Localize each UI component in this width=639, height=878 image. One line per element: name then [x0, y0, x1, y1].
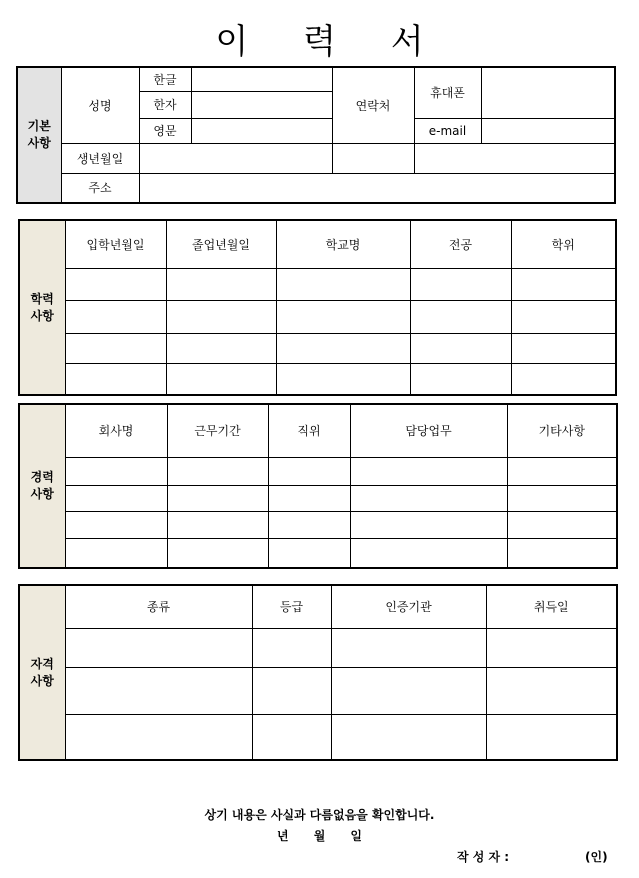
cell[interactable] — [511, 268, 616, 300]
cell[interactable] — [486, 714, 617, 760]
cell[interactable] — [350, 457, 507, 485]
seal-label: (인) — [585, 850, 608, 864]
email-field[interactable] — [481, 118, 615, 143]
cell[interactable] — [331, 714, 486, 760]
cell[interactable] — [507, 511, 617, 538]
cell[interactable] — [65, 457, 167, 485]
cell[interactable] — [252, 714, 331, 760]
table-row — [19, 300, 616, 333]
name-label: 성명 — [61, 67, 139, 143]
license-header-grade: 등급 — [252, 585, 331, 628]
mobile-label: 휴대폰 — [414, 67, 481, 118]
table-row — [19, 333, 616, 363]
career-header-period: 근무기간 — [167, 404, 268, 457]
cell[interactable] — [65, 667, 252, 714]
edu-header-school: 학교명 — [276, 220, 410, 268]
address-field[interactable] — [139, 173, 615, 203]
cell[interactable] — [252, 628, 331, 667]
cell[interactable] — [410, 363, 511, 395]
cell[interactable] — [166, 268, 276, 300]
edu-header-major: 전공 — [410, 220, 511, 268]
cell[interactable] — [507, 538, 617, 568]
cell[interactable] — [486, 628, 617, 667]
cell[interactable] — [268, 538, 350, 568]
career-header-duty: 담당업무 — [350, 404, 507, 457]
license-header-type: 종류 — [65, 585, 252, 628]
cell[interactable] — [166, 363, 276, 395]
license-header-issuer: 인증기관 — [331, 585, 486, 628]
birth-label: 생년월일 — [61, 143, 139, 173]
cell[interactable] — [350, 511, 507, 538]
table-row — [19, 511, 617, 538]
birth-field[interactable] — [139, 143, 332, 173]
cell[interactable] — [268, 457, 350, 485]
table-row — [19, 628, 617, 667]
edu-header-degree: 학위 — [511, 220, 616, 268]
cell[interactable] — [511, 333, 616, 363]
table-row — [19, 485, 617, 511]
cell[interactable] — [410, 333, 511, 363]
cell[interactable] — [276, 268, 410, 300]
license-header-date: 취득일 — [486, 585, 617, 628]
cell[interactable] — [507, 485, 617, 511]
career-header-etc: 기타사항 — [507, 404, 617, 457]
cell[interactable] — [65, 714, 252, 760]
edu-header-graduation: 졸업년월일 — [166, 220, 276, 268]
hanja-name-field[interactable] — [191, 91, 332, 118]
table-row — [19, 363, 616, 395]
confirm-statement: 상기 내용은 사실과 다름없음을 확인합니다. — [204, 808, 435, 822]
cell[interactable] — [167, 511, 268, 538]
cell[interactable] — [511, 300, 616, 333]
edu-header-entrance: 입학년월일 — [65, 220, 166, 268]
cell[interactable] — [65, 628, 252, 667]
table-row — [19, 714, 617, 760]
cell[interactable] — [350, 538, 507, 568]
cell[interactable] — [410, 268, 511, 300]
cell[interactable] — [65, 300, 166, 333]
basic-info-table — [16, 66, 616, 204]
email-label: e-mail — [414, 118, 481, 143]
career-header-position: 직위 — [268, 404, 350, 457]
date-line: 년 월 일 — [277, 829, 362, 843]
english-label: 영문 — [139, 118, 191, 143]
cell[interactable] — [167, 457, 268, 485]
cell[interactable] — [65, 538, 167, 568]
cell[interactable] — [507, 457, 617, 485]
cell[interactable] — [252, 667, 331, 714]
cell[interactable] — [511, 363, 616, 395]
cell[interactable] — [268, 511, 350, 538]
contact-label: 연락처 — [332, 67, 414, 143]
writer-label: 작 성 자 : — [457, 850, 510, 864]
table-row — [19, 667, 617, 714]
section-label-basic: 기본 사항 — [17, 67, 61, 203]
cell[interactable] — [65, 511, 167, 538]
cell[interactable] — [167, 538, 268, 568]
contact-extra-cell — [332, 143, 414, 173]
cell[interactable] — [166, 333, 276, 363]
career-table — [18, 403, 618, 569]
license-table — [18, 584, 618, 761]
cell[interactable] — [166, 300, 276, 333]
cell[interactable] — [65, 485, 167, 511]
document-title: 이 력 서 — [215, 22, 446, 62]
cell[interactable] — [65, 268, 166, 300]
section-label-education: 학력 사항 — [19, 220, 65, 395]
address-label: 주소 — [61, 173, 139, 203]
education-table — [18, 219, 617, 396]
cell[interactable] — [331, 628, 486, 667]
cell[interactable] — [486, 667, 617, 714]
cell[interactable] — [276, 300, 410, 333]
cell[interactable] — [276, 333, 410, 363]
cell[interactable] — [65, 333, 166, 363]
section-label-career: 경력 사항 — [19, 404, 65, 568]
table-row — [19, 538, 617, 568]
hanja-label: 한자 — [139, 91, 191, 118]
cell[interactable] — [65, 363, 166, 395]
cell[interactable] — [167, 485, 268, 511]
cell[interactable] — [268, 485, 350, 511]
mobile-field[interactable] — [481, 67, 615, 118]
career-header-company: 회사명 — [65, 404, 167, 457]
table-row — [19, 268, 616, 300]
table-row — [19, 457, 617, 485]
cell[interactable] — [331, 667, 486, 714]
section-label-license: 자격 사항 — [19, 585, 65, 760]
cell[interactable] — [350, 485, 507, 511]
cell[interactable] — [276, 363, 410, 395]
korean-name-field[interactable] — [191, 67, 332, 91]
english-name-field[interactable] — [191, 118, 332, 143]
contact-extra-field[interactable] — [414, 143, 615, 173]
korean-label: 한글 — [139, 67, 191, 91]
cell[interactable] — [410, 300, 511, 333]
